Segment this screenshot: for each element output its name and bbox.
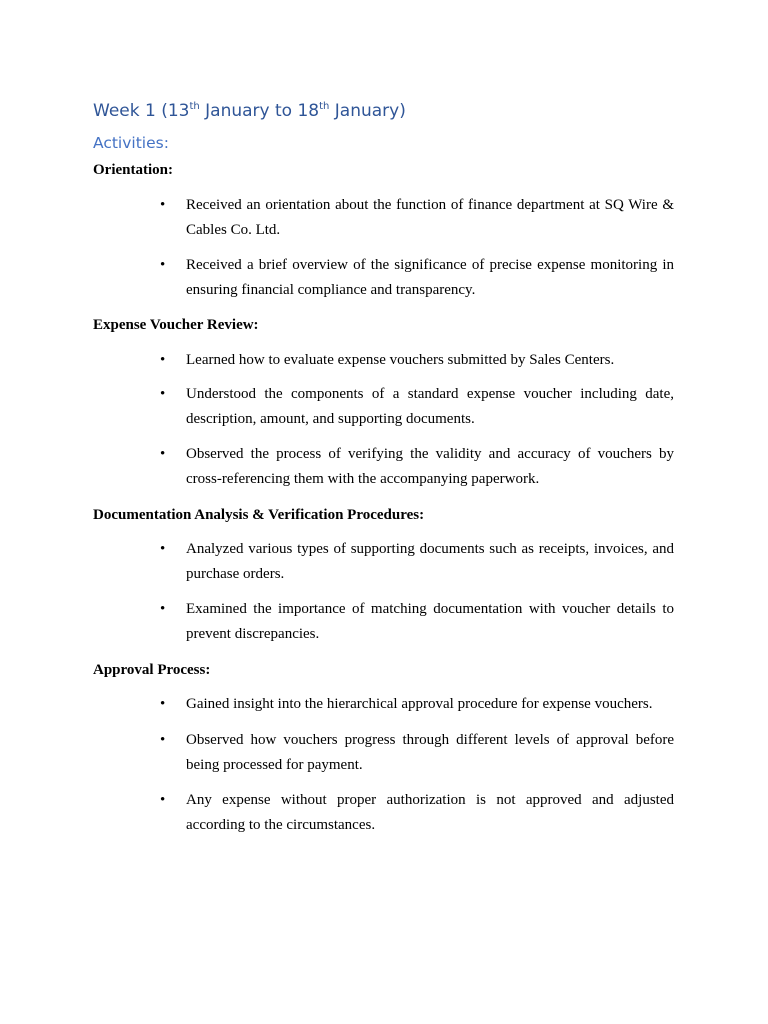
list-item-text: Analyzed various types of supporting documents such as receipts, invoices, and purchase orders. [186,541,674,582]
activities-heading: Activities: [93,134,169,152]
list-item [160,537,674,587]
list-item [160,728,674,778]
week-title [93,99,406,126]
week-title-part-2: January to 18 [199,101,320,121]
list-item-text: Observed the process of verifying the validity and accuracy of vouchers by cross-referencing them with the accompanying paperwork. [186,446,674,487]
list-item [160,193,674,243]
bullet-icon: • [160,696,166,712]
bullet-icon: • [160,257,166,273]
list-item [160,597,674,647]
section-heading-expense-voucher-review: Expense Voucher Review: [93,317,259,333]
list-item-text: Gained insight into the hierarchical approval procedure for expense vouchers. [186,696,653,712]
week-title-part-3: January) [329,101,406,121]
list-item [160,253,674,303]
list-item-text: Any expense without proper authorization is not approved and adjusted according to the circumstances. [186,792,674,833]
list-item [160,788,674,838]
list-item [160,382,674,432]
bullet-icon: • [160,197,166,213]
list-item [160,442,674,492]
list-item [160,692,674,717]
list-item-text: Received an orientation about the function of finance department at SQ Wire & Cables Co. Ltd. [186,197,674,238]
week-title-sup-2: th [319,101,330,112]
list-item-text: Learned how to evaluate expense vouchers submitted by Sales Centers. [186,352,615,368]
section-heading-orientation: Orientation: [93,162,173,178]
bullet-icon: • [160,601,166,617]
list-item-text: Understood the components of a standard expense voucher including date, description, amount, and supporting documents. [186,386,674,427]
list-item-text: Examined the importance of matching documentation with voucher details to prevent discrepancies. [186,601,674,642]
bullet-icon: • [160,732,166,748]
bullet-icon: • [160,386,166,402]
bullet-icon: • [160,541,166,557]
bullet-icon: • [160,352,166,368]
week-title-sup-1: th [189,101,200,112]
list-item-text: Observed how vouchers progress through different levels of approval before being processed for payment. [186,732,674,773]
bullet-icon: • [160,792,166,808]
list-item [160,348,674,373]
bullet-icon: • [160,446,166,462]
section-heading-documentation-analysis: Documentation Analysis & Verification Procedures: [93,507,425,523]
section-heading-approval-process: Approval Process: [93,662,211,678]
list-item-text: Received a brief overview of the significance of precise expense monitoring in ensuring financial compliance and transparency. [186,257,674,298]
week-title-part-1: Week 1 (13 [93,101,190,121]
